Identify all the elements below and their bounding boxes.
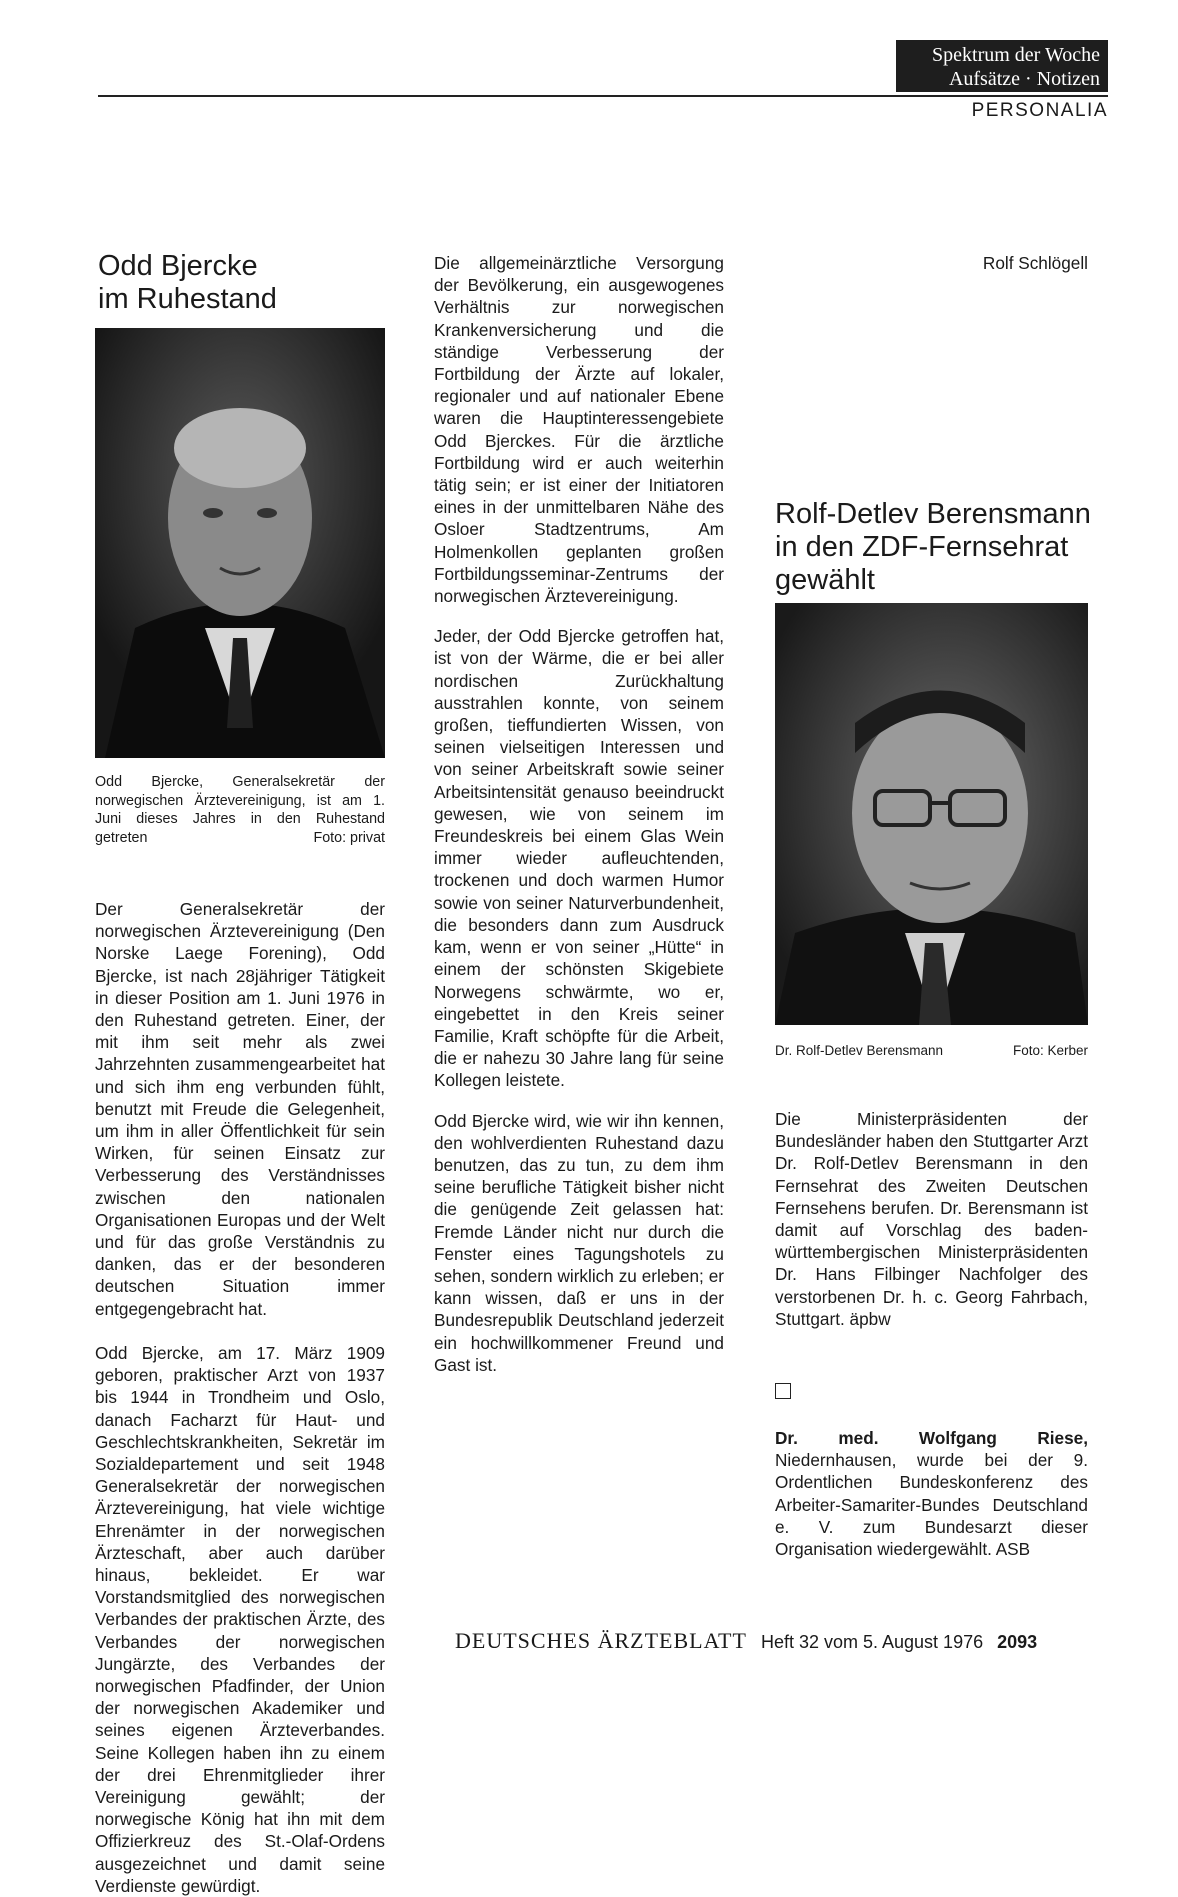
article-1-paragraph-2: Odd Bjercke, am 17. März 1909 geboren, praktischer Arzt von 1937 bis 1944 in Trondheim und Oslo, danach Facharzt für Haut- und Geschlechtskrankheiten, Sekretär im Sozialdepartement und seit 1948 Generalsekretär der norwegischen Ärztevereinigung, hat viele wichtige Ehrenämter in der norwegischen Ärzteschaft, aber auch darüber hinaus, bekleidet. Er war Vorstandsmitglied des norwegischen Verbandes der praktischen Ärzte, des Verbandes der norwegischen Jungärzte, des Verbandes der norwegischen Pfadfinder, der Union der norwegischen Akademiker und seines eigenen Ärzteverbandes. Seine Kollegen haben ihn zu einem der drei Ehrenmitglieder ihrer Vereinigung gewählt; der norwegische König hat ihn mit dem Offizierkreuz des St.-Olaf-Ordens ausgezeichnet und damit seine Verdienste gewürdigt. (95, 1343, 385, 1896)
column-2 (434, 252, 724, 1394)
portrait-photo-bjercke (95, 328, 385, 758)
photo-caption-2 (775, 1042, 1088, 1061)
article-1-signoff (775, 252, 1088, 274)
section-badge (896, 40, 1108, 92)
badge-line-1: Spektrum der Woche (932, 44, 1100, 66)
badge-line-2: Aufsätze · Notizen (948, 68, 1100, 90)
article-3-name: Dr. med. Wolfgang Riese, (775, 1428, 1088, 1448)
headline-2-line-3: gewählt (775, 564, 875, 596)
separator-box (775, 1383, 791, 1399)
article-1-headline (98, 250, 388, 316)
article-2-text: Die Ministerpräsidenten der Bundesländer haben den Stuttgarter Arzt Dr. Rolf-Detlev Berensmann in den Fernsehrat des Zweiten Deutschen Fernsehens berufen. Dr. Berensmann ist damit auf Vorschlag des baden-württembergischen Ministerpräsidenten Dr. Hans Filbinger Nachfolger des verstorbenen Dr. h. c. Georg Fahrbach, Stuttgart. (775, 1109, 1088, 1329)
footer-issue: Heft 32 vom 5. August 1976 (760, 1632, 984, 1652)
headline-line-2: im Ruhestand (98, 283, 277, 315)
article-1-paragraph-4: Jeder, der Odd Bjercke getroffen hat, ist von der Wärme, die er bei aller nordischen Zurückhaltung ausstrahlen konnte, von seinem großen, tieffundierten Wissen, von seinen vielseitigen Interessen und von seiner Arbeitskraft sowie seiner Arbeitsintensität genauso beeindruckt gewesen, wie von seinem im Freundeskreis bei einem Glas Wein immer wieder aufleuchtenden, trockenen und doch warmen Humor sowie von seiner Naturverbundenheit, die besonders dann zum Ausdruck kam, wenn er von seiner „Hütte“ in einem der schönsten Skigebiete Norwegens schwärmte, wo er, eingebettet in den Kreis seiner Familie, Kraft schöpfte für die Arbeit, die er nahezu 30 Jahre lang für seine Kollegen leistete. (434, 626, 724, 1091)
article-2-body (775, 1108, 1088, 1330)
article-3 (775, 1427, 1088, 1560)
article-3-text: Niedernhausen, wurde bei der 9. Ordentlichen Bundeskonferenz des Arbeiter-Samariter-Bundes Deutschland e. V. zum Bundesarzt dieser Organisation wiedergewählt. (775, 1450, 1088, 1560)
article-1-author: Rolf Schlögell (982, 253, 1088, 273)
caption-text-1: Odd Bjercke, Generalsekretär der norwegischen Ärztevereinigung, ist am 1. Juni dieses Jahres in den Ruhestand getreten (95, 774, 385, 846)
article-2-headline (775, 498, 1105, 597)
article-1-paragraph-3: Die allgemeinärztliche Versorgung der Bevölkerung, ein ausgewogenes Verhältnis zur norwegischen Krankenversicherung und die ständige Verbesserung der Fortbildung der Ärzte auf lokaler, regionaler und auf nationaler Ebene waren die Hauptinteressengebiete Odd Bjerckes. Für die ärztliche Fortbildung wird er auch weiterhin tätig sein; er ist einer der Initiatoren eines in der unmittelbaren Nähe des Osloer Stadtzentrums, Am Holmenkollen geplanten großen Fortbildungsseminar-Zentrums der norwegischen Ärztevereinigung. (434, 253, 724, 607)
caption-text-2: Dr. Rolf-Detlev Berensmann (775, 1043, 944, 1058)
footer-page-number: 2093 (997, 1632, 1038, 1652)
article-1-paragraph-1: Der Generalsekretär der norwegischen Ärztevereinigung (Den Norske Laege Forening), Odd Bjercke, ist nach 28jähriger Tätigkeit in dieser Position am 1. Juni 1976 in den Ruhestand getreten. Einer, der mit ihm seit mehr als zwei Jahrzehnten zusammengearbeitet hat und sich ihm eng verbunden fühlt, benutzt mit Freude die Gelegenheit, um ihm in aller Öffentlichkeit für sein Wirken, für seinen Einsatz zur Verbesserung des Verständnisses zwischen den nationalen Organisationen Europas und der Welt und für das große Verständnis zu danken, das er der besonderen deutschen Situation immer entgegengebracht hat. (95, 899, 385, 1319)
caption-credit-2: Foto: Kerber (1012, 1043, 1088, 1058)
caption-credit-1: Foto: privat (313, 829, 385, 846)
column-1-continued (95, 1342, 385, 1896)
portrait-illustration-1 (95, 328, 385, 758)
article-3-author: ASB (995, 1539, 1031, 1560)
section-label: PERSONALIA (971, 100, 1108, 121)
page-footer (455, 1628, 1095, 1654)
headline-2-line-2: in den ZDF-Fernsehrat (775, 531, 1069, 563)
footer-masthead: DEUTSCHES ÄRZTEBLATT (455, 1628, 747, 1653)
portrait-illustration-2 (775, 603, 1088, 1025)
header-rule (98, 95, 1108, 97)
portrait-photo-berensmann (775, 603, 1088, 1025)
column-1 (95, 898, 385, 1338)
article-2-author: äpbw (849, 1308, 891, 1329)
headline-line-1: Odd Bjercke (98, 250, 258, 282)
article-1-paragraph-5: Odd Bjercke wird, wie wir ihn kennen, den wohlverdienten Ruhestand dazu benutzen, das zu tun, zu dem ihm seine berufliche Tätigkeit bisher nicht die genügende Zeit gelassen hat: Fremde Länder nicht nur durch die Fenster eines Tagungshotels zu sehen, sondern wirklich zu erleben; er kann wissen, daß er uns in der Bundesrepublik Deutschland jederzeit ein hochwillkommener Freund und Gast ist. (434, 1110, 724, 1375)
headline-2-line-1: Rolf-Detlev Berensmann (775, 498, 1091, 530)
photo-caption-1 (95, 773, 385, 847)
